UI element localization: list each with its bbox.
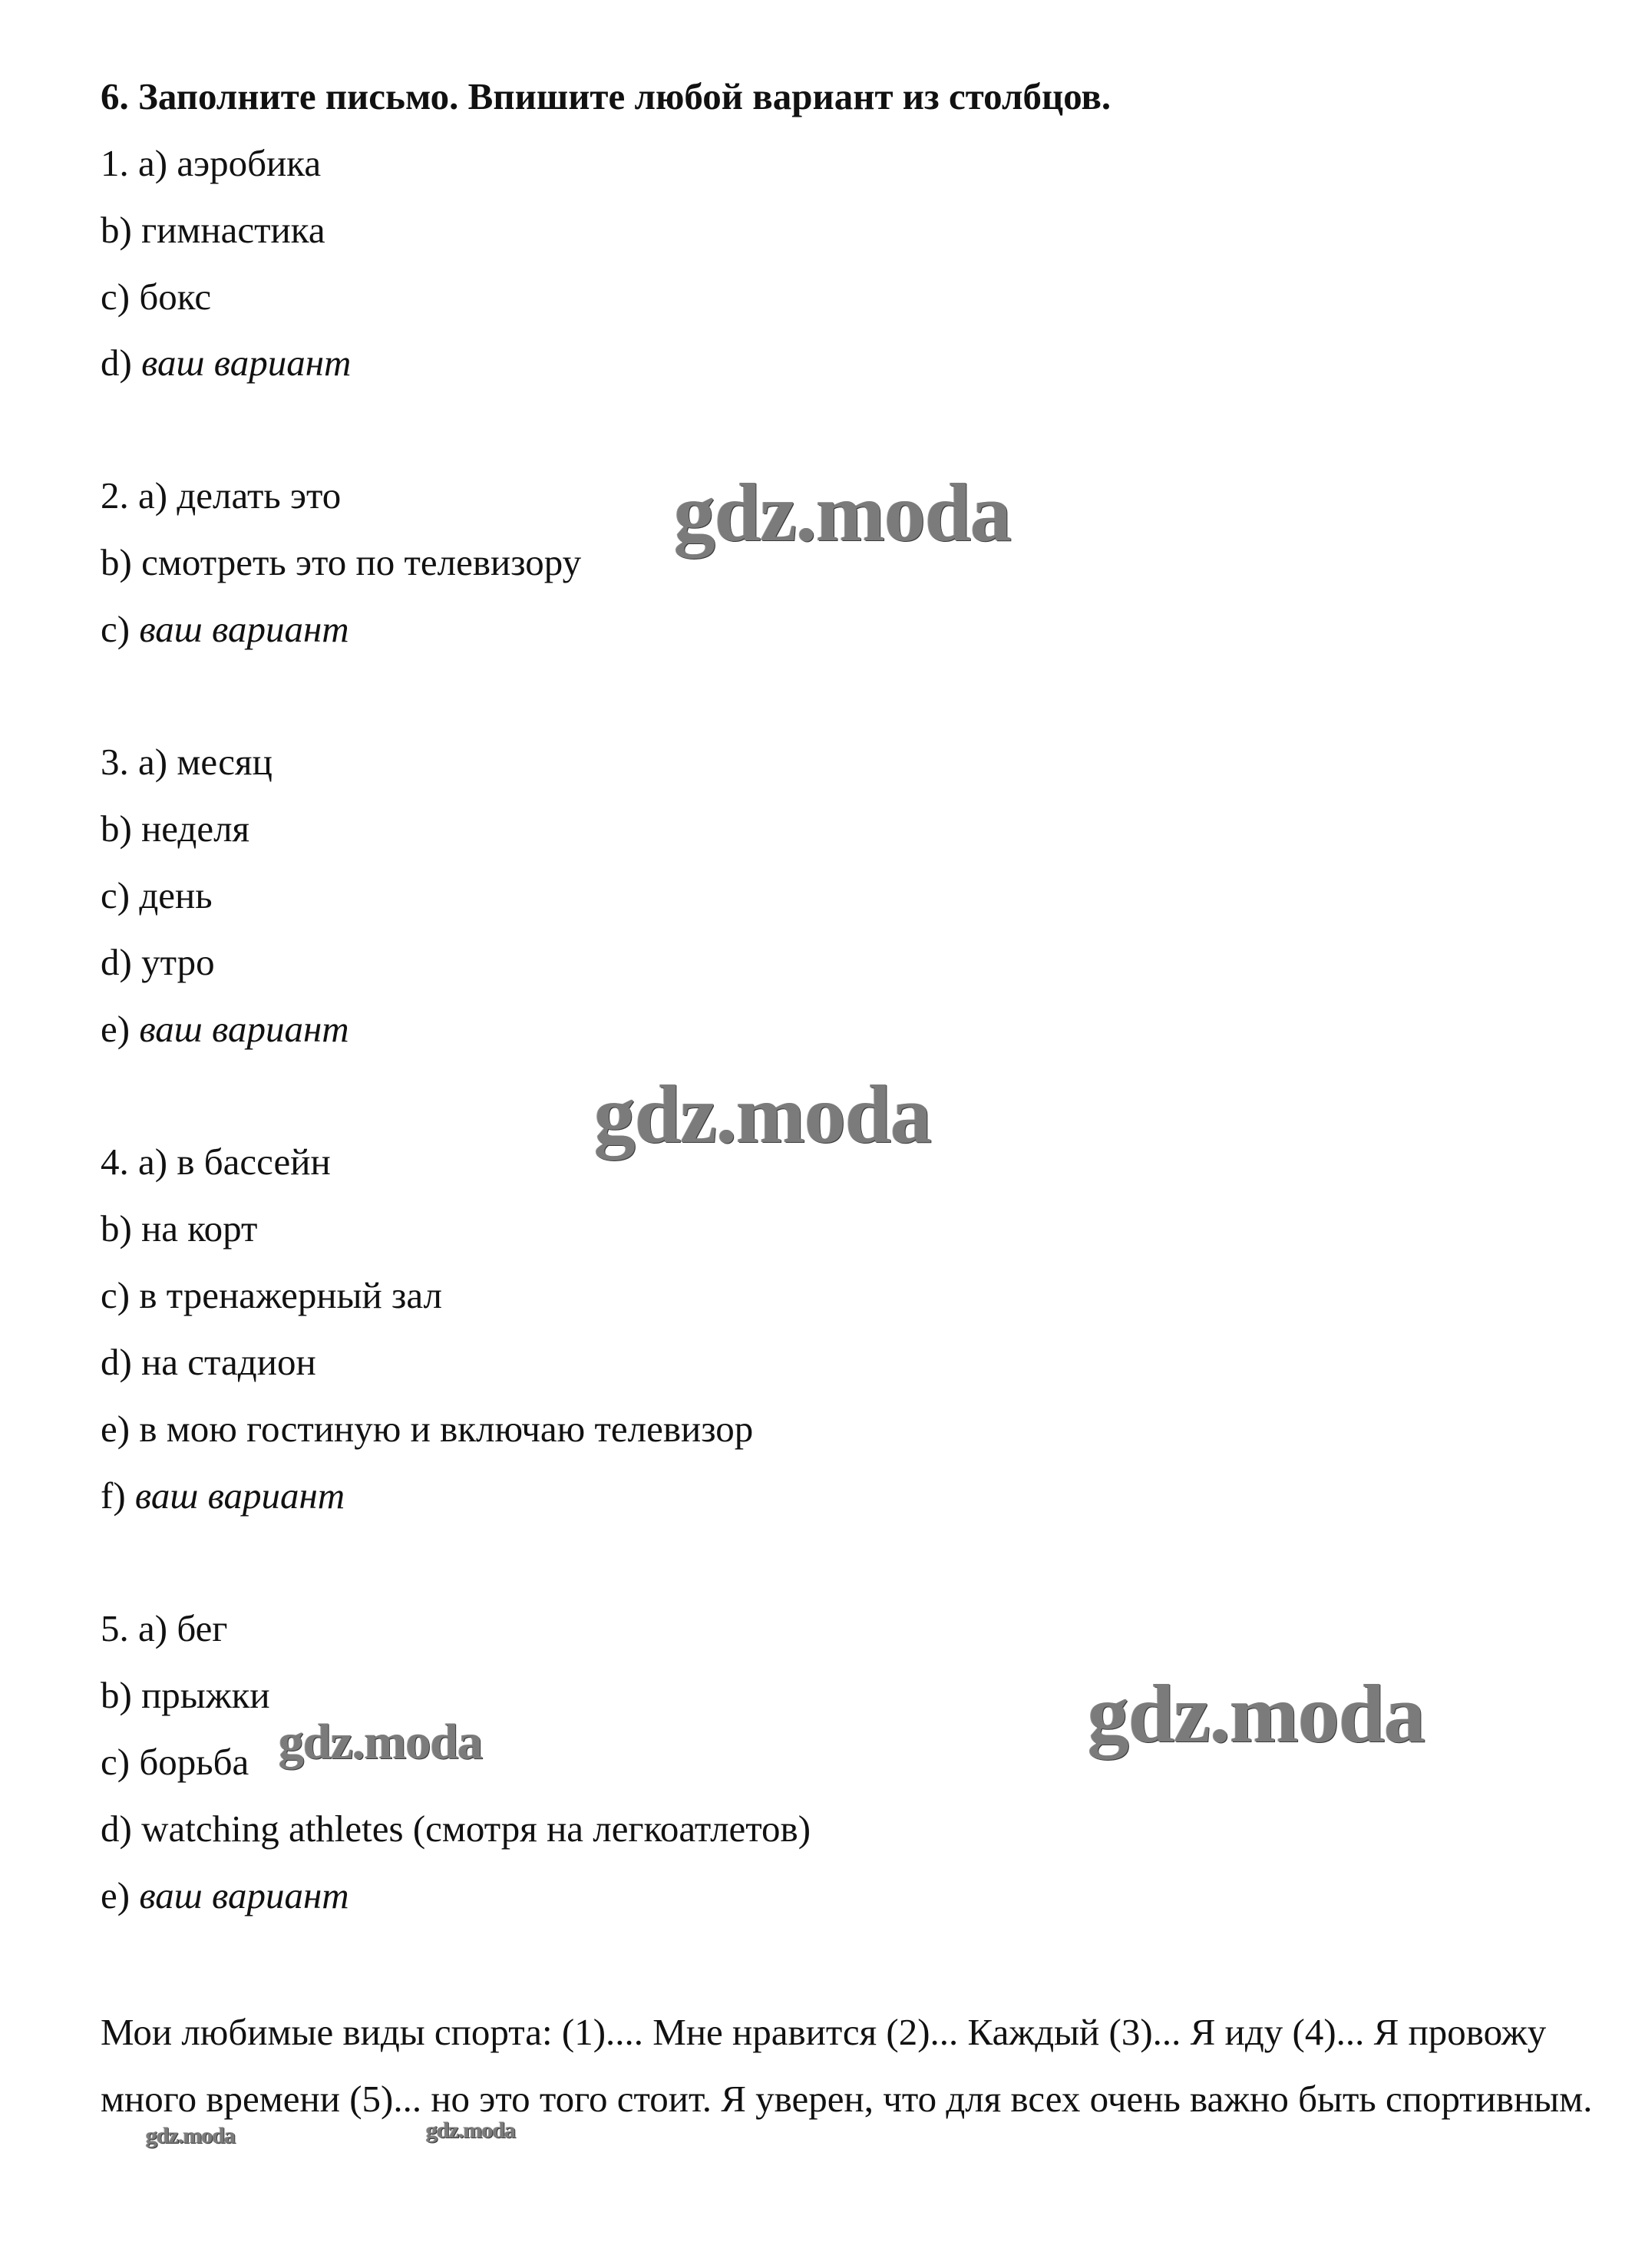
option-5c: c) борьба	[101, 1741, 249, 1783]
option-5b: b) прыжки	[101, 1674, 270, 1716]
option-5a: 5. a) бег	[101, 1607, 228, 1649]
option-4c: c) в тренажерный зал	[101, 1274, 443, 1316]
watermark: gdz.moda	[426, 2118, 516, 2143]
option-5e: e) ваш вариант	[101, 1874, 349, 1916]
watermark: gdz.moda	[1088, 1669, 1425, 1760]
option-3a: 3. a) месяц	[101, 741, 272, 783]
watermark: gdz.moda	[146, 2123, 236, 2148]
option-4f: f) ваш вариант	[101, 1474, 345, 1517]
option-3e: e) ваш вариант	[101, 1008, 349, 1050]
option-4b: b) на корт	[101, 1207, 258, 1250]
option-3b: b) неделя	[101, 807, 250, 850]
option-1c: c) бокс	[101, 276, 212, 318]
option-1a: 1. a) аэробика	[101, 142, 322, 184]
option-4e: e) в мою гостиную и включаю телевизор	[101, 1408, 754, 1450]
letter-paragraph: Мои любимые виды спорта: (1).... Мне нравится (2)... Каждый (3)... Я иду (4)... Я провожу много времени (5)... но это того стоит. Я уверен, что для всех очень важно быть спортивным.	[101, 2011, 1593, 2120]
option-2b: b) смотреть это по телевизору	[101, 541, 582, 583]
option-1d: d) ваш вариант	[101, 342, 352, 384]
watermark: gdz.moda	[594, 1069, 932, 1160]
option-3d: d) утро	[101, 941, 215, 983]
option-3c: c) день	[101, 874, 213, 916]
option-5d: d) watching athletes (смотря на легкоатлетов)	[101, 1807, 811, 1850]
watermark: gdz.moda	[674, 467, 1012, 559]
option-4d: d) на стадион	[101, 1341, 316, 1383]
exercise-title: 6. Заполните письмо. Впишите любой вариант из столбцов.	[101, 75, 1111, 117]
option-2a: 2. a) делать это	[101, 474, 342, 517]
watermark: gdz.moda	[279, 1714, 483, 1770]
option-4a: 4. a) в бассейн	[101, 1141, 331, 1183]
option-1b: b) гимнастика	[101, 209, 325, 251]
option-2c: c) ваш вариант	[101, 608, 349, 650]
